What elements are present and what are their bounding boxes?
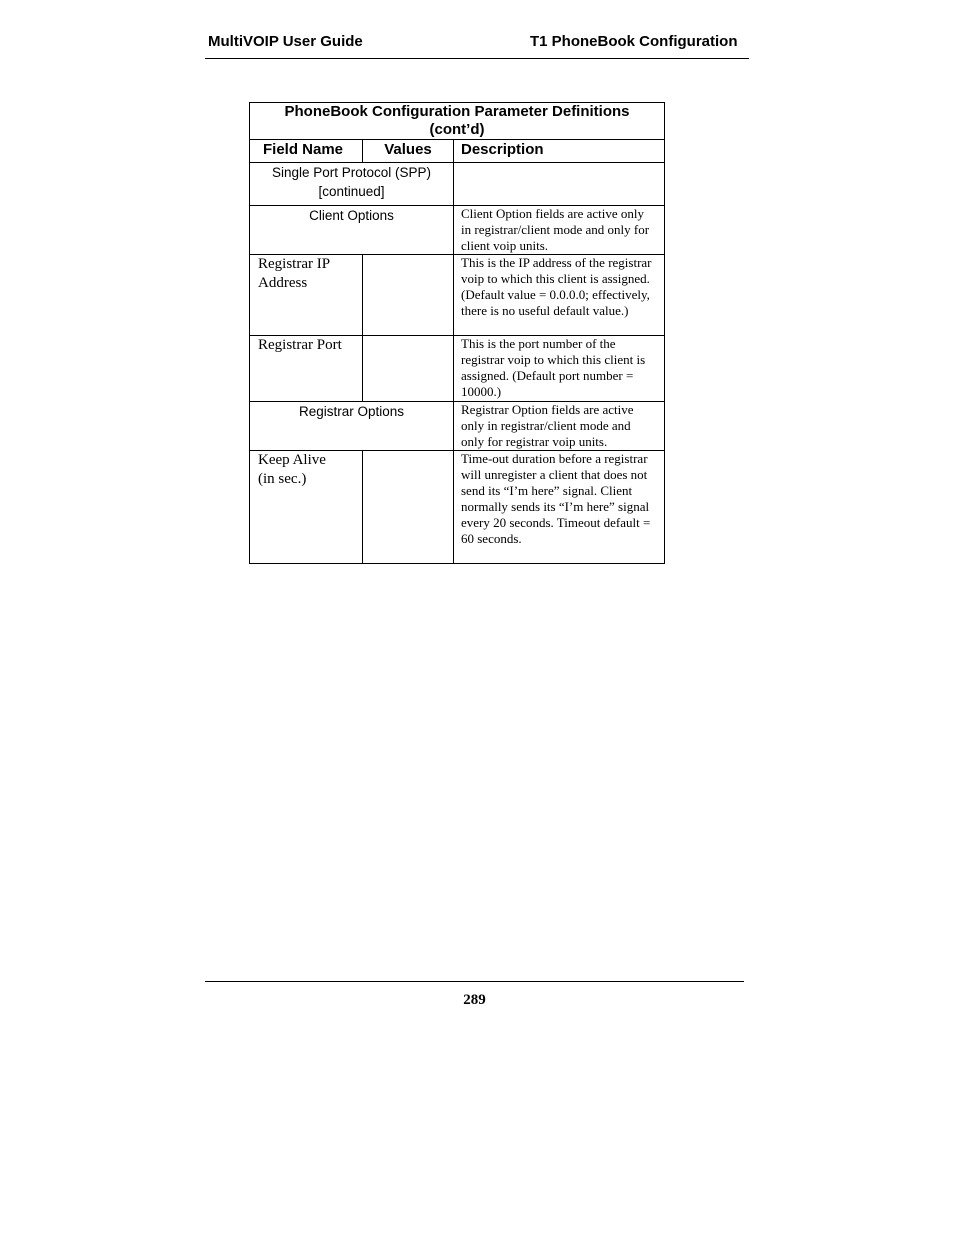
section-spp-line-1: Single Port Protocol (SPP) [271, 165, 432, 180]
section-spp-line-2: [continued] [318, 184, 385, 199]
table-title-row [250, 103, 665, 140]
values-cell [363, 336, 454, 402]
table-row [250, 336, 665, 402]
footer-rule [205, 981, 744, 982]
section-registrar-options: Registrar Options [250, 402, 454, 451]
table-row [250, 206, 665, 255]
table-row [250, 255, 665, 336]
field-keep-alive-line-2: (in sec.) [258, 471, 307, 487]
values-cell [363, 451, 454, 564]
parameter-definitions-table [249, 102, 665, 564]
field-registrar-port: Registrar Port [250, 336, 363, 402]
keep-alive-description: Time-out duration before a registrar will unregister a client that does not send its “I’m here” signal. Client normally sends its “I’m here” signal every 20 seconds. Timeout default = 60 seconds. [454, 451, 665, 564]
section-spp [250, 163, 454, 206]
column-header-values: Values [363, 140, 454, 163]
running-header-section: T1 PhoneBook Configuration [530, 33, 738, 50]
section-client-options: Client Options [250, 206, 454, 255]
field-keep-alive-line-1: Keep Alive [258, 452, 326, 468]
field-registrar-ip-line-1: Registrar IP [258, 256, 331, 272]
running-header-title: MultiVOIP User Guide [208, 33, 363, 50]
registrar-ip-description: This is the IP address of the registrar voip to which this client is assigned. (Default value = 0.0.0.0; effectively, there is no useful default value.) [454, 255, 665, 336]
table-title-line-1: PhoneBook Configuration Parameter Definitions [284, 103, 630, 120]
table-row [250, 163, 665, 206]
values-cell [363, 255, 454, 336]
column-header-field-name: Field Name [250, 140, 363, 163]
table-title [250, 103, 665, 140]
client-options-description: Client Option fields are active only in registrar/client mode and only for client voip units. [454, 206, 665, 255]
field-registrar-ip-address [250, 255, 363, 336]
column-header-row [250, 140, 665, 163]
header-rule [205, 58, 749, 59]
registrar-options-description: Registrar Option fields are active only in registrar/client mode and only for registrar voip units. [454, 402, 665, 451]
field-registrar-ip-line-2: Address [258, 275, 308, 291]
table-row [250, 451, 665, 564]
table-row [250, 402, 665, 451]
empty-description-cell [454, 163, 665, 206]
column-header-description: Description [454, 140, 665, 163]
page-number: 289 [463, 992, 486, 1008]
table-title-line-2: (cont’d) [429, 121, 485, 138]
registrar-port-description: This is the port number of the registrar voip to which this client is assigned. (Default port number = 10000.) [454, 336, 665, 402]
field-keep-alive [250, 451, 363, 564]
